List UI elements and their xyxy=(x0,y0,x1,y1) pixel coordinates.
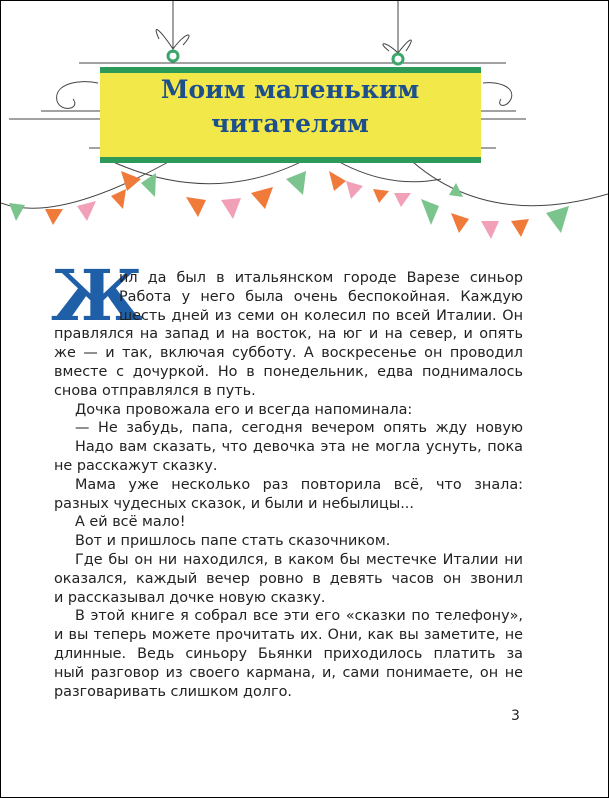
text-line: длинные. Ведь синьору Бьянки приходилось платить за xyxy=(54,645,523,662)
body-text xyxy=(54,269,523,701)
page-title xyxy=(100,73,480,141)
text-line: разных чудесных сказок, и были и небылицы... xyxy=(54,495,414,512)
text-line: Где бы он ни находился, в каком бы местечке Италии ни xyxy=(75,551,523,568)
title-line-1: Моим маленьким xyxy=(160,75,420,104)
text-line: оказался, каждый вечер ровно в девять часов он звонил xyxy=(54,570,523,587)
text-line: Дочка провожала его и всегда напоминала: xyxy=(75,401,413,418)
text-line: ил да был в итальянском городе Варезе синьор xyxy=(119,270,523,286)
text-line: же — и так, включая субботу. А воскресенье он проводил xyxy=(54,345,523,362)
title-line-2: читателям xyxy=(211,109,369,138)
text-line: А ей всё мало! xyxy=(75,514,186,531)
text-line: разговаривать слишком долго. xyxy=(54,683,292,700)
text-line: вместе с дочуркой. Но в понедельник, едва поднималось xyxy=(54,363,523,380)
drop-cap: Ж xyxy=(51,254,143,337)
text-line: снова отправлялся в путь. xyxy=(54,382,256,399)
text-line: и вы теперь можете прочитать их. Они, как вы заметите, не xyxy=(54,627,523,644)
text-line: В этой книге я собрал все эти его «сказки по телефону», xyxy=(75,608,523,625)
bunting-flags xyxy=(9,171,569,239)
text-line: — Не забудь, папа, сегодня вечером опять жду новую xyxy=(75,420,523,437)
text-line: не расскажут сказку. xyxy=(54,457,218,474)
text-line: Мама уже несколько раз повторила всё, что знала: xyxy=(75,476,523,493)
text-line: Надо вам сказать, что девочка эта не могла уснуть, пока xyxy=(75,439,523,456)
text-line: Вот и пришлось папе стать сказочником. xyxy=(75,533,391,550)
text-line: правлялся на запад и на восток, на юг и на север, и опять xyxy=(54,326,523,343)
text-line: шесть дней из семи он колесил по всей Италии. Он xyxy=(119,307,523,324)
text-line: Работа у него была очень беспокойная. Каждую xyxy=(119,288,523,305)
text-line: и рассказывал дочке новую сказку. xyxy=(54,589,326,606)
page-number: 3 xyxy=(511,708,520,724)
text-line: ный разговор из своего кармана, и, сами понимаете, он не xyxy=(54,664,523,681)
